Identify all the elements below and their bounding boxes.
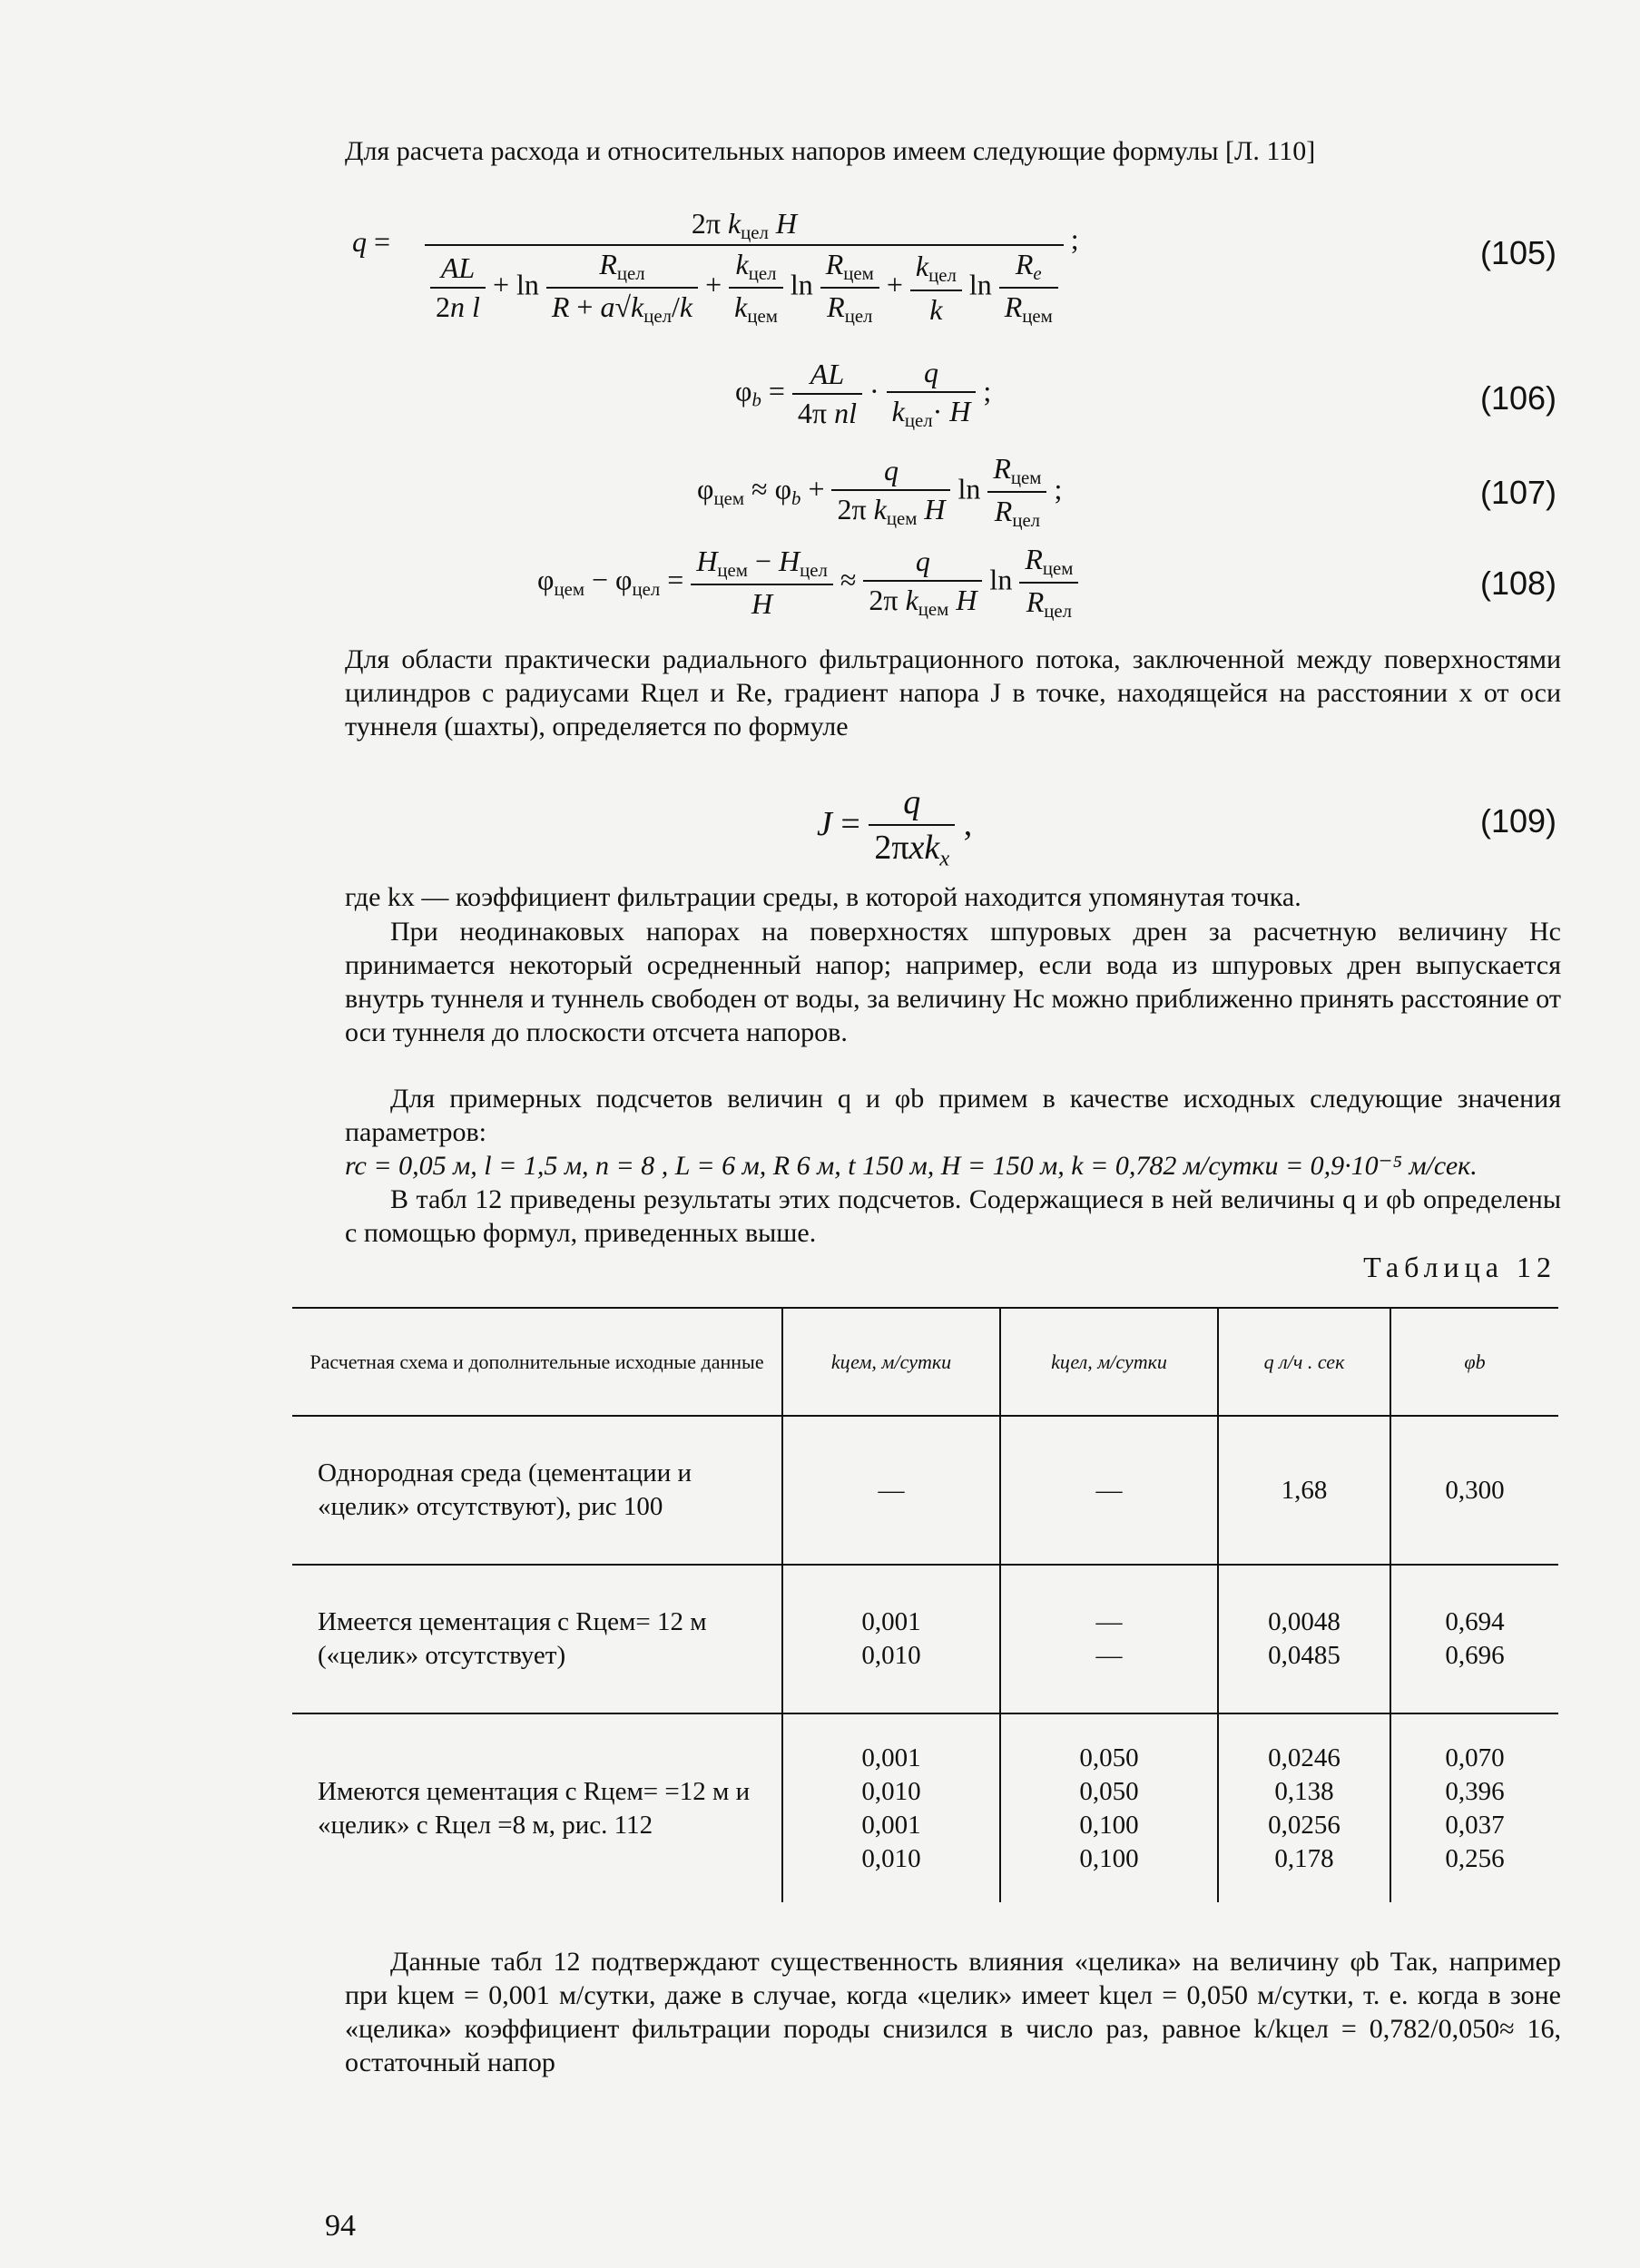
- header-k-cem: kцем, м/сутки: [782, 1308, 1000, 1416]
- row-description: Однородная среда (цементации и «целик» отсутствуют), рис 100: [292, 1416, 782, 1565]
- formula-109: J = $\frac{q}{2\pi xk_x}$ ,: [817, 783, 973, 871]
- header-k-cel: kцел, м/сутки: [1000, 1308, 1218, 1416]
- equation-number-108: (108): [1479, 565, 1557, 602]
- equation-number-109: (109): [1479, 802, 1557, 839]
- row-description: Имеются цементация с Rцем= =12 м и «целик» с Rцел =8 м, рис. 112: [318, 1776, 751, 1840]
- table-row: [292, 1713, 1558, 1902]
- table-row: [292, 1565, 1558, 1713]
- row-description: Имеется цементация с Rцем= 12 м («целик» отсутствует): [292, 1565, 782, 1713]
- cell-q: 0,0246 0,138 0,0256 0,178: [1218, 1713, 1390, 1902]
- cell-k-cel: —: [1000, 1416, 1218, 1565]
- table-title: Таблица 12: [1363, 1251, 1557, 1283]
- cell-k-cem: 0,001 0,010 0,001 0,010: [782, 1713, 1000, 1902]
- intro-paragraph: Для расчета расхода и относительных напоров имеем следующие формулы [Л. 110]: [345, 136, 1316, 166]
- formula-106: $\varphi_b$ = $\frac{AL}{\text{4π nl}}$ · $\frac{q}{k_{цел}\cdot H}$ ;: [735, 356, 992, 432]
- results-table: [292, 1307, 1558, 1902]
- params-line: rc = 0,05 м, l = 1,5 м, n = 8 , L = 6 м, R 6 м, t 150 м, H = 150 м, k = 0,782 м/сутки = 0,9·10⁻⁵ м/сек.: [345, 1151, 1478, 1181]
- final-paragraph: Данные табл 12 подтверждают существенность влияния «целика» на величину φb Так, например при kцем = 0,001 м/сутки, даже в случае, когда «целик» имеет kцел = 0,050 м/сутки, т. е. когда в зоне «целика» коэффициент фильтрации породы снизился в число раз, равное k/kцел = 0,782/0,050≈ 16, остаточный напор: [345, 1947, 1561, 2077]
- equation-number-106: (106): [1479, 379, 1557, 417]
- cell-phi: 0,694 0,696: [1390, 1565, 1558, 1713]
- header-q: q л/ч . сек: [1218, 1308, 1390, 1416]
- cell-phi: 0,300: [1390, 1416, 1558, 1565]
- formula-107: $\varphi_{цем} \approx \varphi_b$ + $\frac{q}{2\pi k_{цем} H}$ ln $\frac{R_{цем}}{R_{цел}}$ ;: [697, 452, 1063, 532]
- cell-k-cel: 0,050 0,050 0,100 0,100: [1000, 1713, 1218, 1902]
- formula-108: $\varphi_{цем} - \varphi_{цел}$ = $\frac{H_{цем} - H_{цел}}{H}$ ≈ $\frac{q}{2\pi k_{цем} H}$ ln $\frac{R_{цем}}{R_{цел}}$: [537, 543, 1078, 623]
- cell-k-cem: —: [782, 1416, 1000, 1565]
- cell-k-cel: — —: [1000, 1565, 1218, 1713]
- table-reference-paragraph: В табл 12 приведены результаты этих подсчетов. Содержащиеся в ней величины q и φb определены с помощью формул, приведенных выше.: [345, 1184, 1561, 1248]
- table-row: [292, 1416, 1558, 1565]
- gradient-paragraph: Для области практически радиального фильтрационного потока, заключенной между поверхностями цилиндров с радиусами Rцел и Re, градиент напора J в точке, находящейся на расстоянии x от оси туннеля (шахты), определяется по формуле: [345, 644, 1561, 741]
- cell-k-cem: 0,001 0,010: [782, 1565, 1000, 1713]
- params-intro-paragraph: Для примерных подсчетов величин q и φb примем в качестве исходных следующие значения параметров:: [345, 1084, 1561, 1147]
- page-number: 94: [325, 2209, 356, 2243]
- where-paragraph: где kx — коэффициент фильтрации среды, в которой находится упомянутая точка.: [345, 882, 1301, 912]
- equation-number-105: (105): [1479, 234, 1557, 271]
- cell-q: 0,0048 0,0485: [1218, 1565, 1390, 1713]
- formula-105: q = 2π $k_{цел}$ H $\frac{AL}{\text{2n l}}$ + ln $\frac{R_{цел}}{R + a√k_{цел}/k}$ + $\frac{k_{цел}}{k_{цем}}$ ln $\frac{R_{цем}}{R_{цел}}$ + $\frac{k_{цел}}{k}$ ln $\frac{R_e}{R_{цем}}$ ;: [352, 207, 1079, 328]
- header-phi: φb: [1390, 1308, 1558, 1416]
- cell-q: 1,68: [1218, 1416, 1390, 1565]
- cell-phi: 0,070 0,396 0,037 0,256: [1390, 1713, 1558, 1902]
- equation-number-107: (107): [1479, 474, 1557, 511]
- unequal-heads-paragraph: При неодинаковых напорах на поверхностях шпуровых дрен за расчетную величину Hc принимается некоторый осредненный напор; например, если вода из шпуровых дрен выпускается внутрь туннеля и туннель свободен от воды, за величину Hc можно приближенно принять расстояние от оси туннеля до плоскости отсчета напоров.: [345, 917, 1561, 1047]
- table-header-row: [292, 1308, 1558, 1416]
- header-scheme: Расчетная схема и дополнительные исходные данные: [292, 1308, 782, 1416]
